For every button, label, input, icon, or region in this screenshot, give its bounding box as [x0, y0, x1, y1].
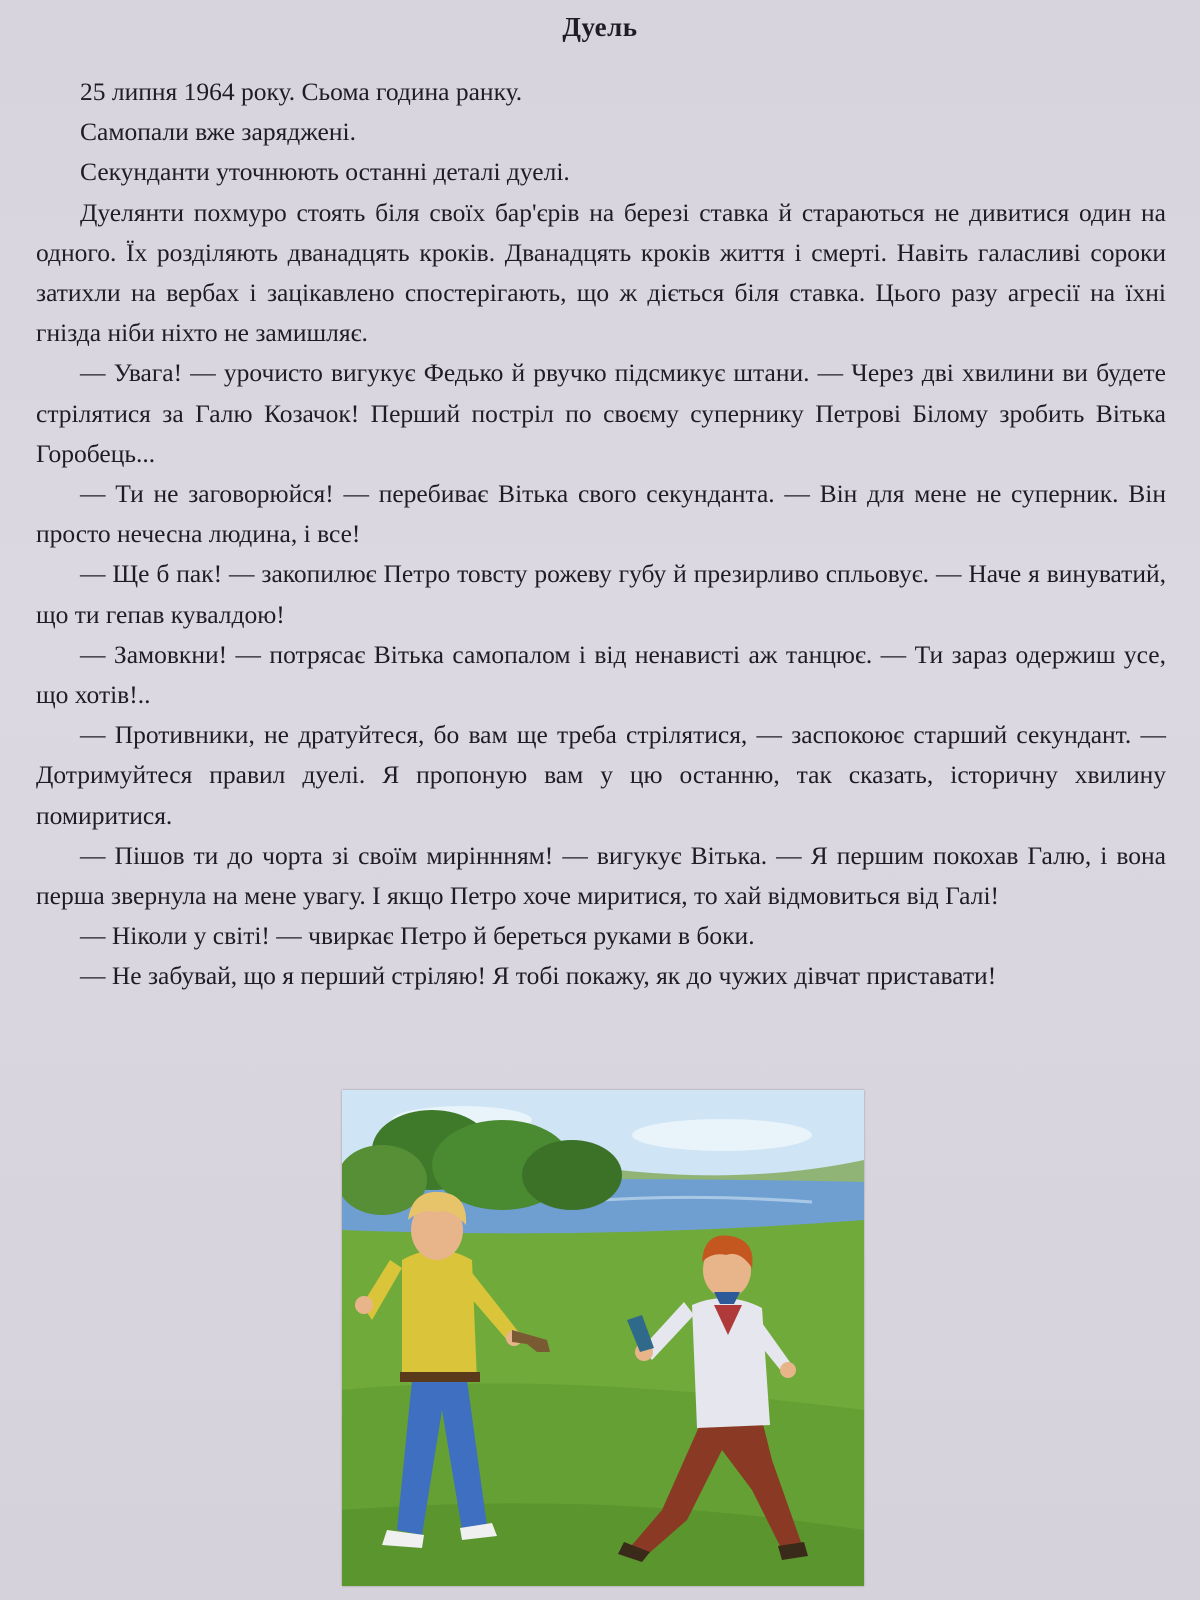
paragraph: — Не забувай, що я перший стріляю! Я тобі покажу, як до чужих дівчат приставати! [80, 961, 997, 991]
paragraph: Самопали вже заряджені. [80, 117, 356, 147]
paragraph: — Замовкни! — потрясає Вітька самопалом і від ненависті аж танцює. — Ти зараз одержиш усе, що хотів!.. [36, 639, 1166, 710]
duel-illustration [342, 1090, 864, 1586]
page-title: Дуель [562, 12, 638, 42]
story-text [36, 72, 1166, 997]
paragraph: — Пішов ти до чорта зі своїм миріннням! — вигукує Вітька. — Я першим покохав Галю, і вона перша звернула на мене увагу. І якщо Петро хоче миритися, то хай відмовиться від Галі! [36, 840, 1166, 911]
paragraph: — Противники, не дратуйтеся, бо вам ще треба стрілятися, — заспокоює старший секундант. — Дотримуйтеся правил дуелі. Я пропоную вам у цю останню, так сказать, історичну хвилину помиритися. [36, 720, 1166, 830]
paragraph: — Увага! — урочисто вигукує Федько й рвучко підсмикує штани. — Через дві хвилини ви будете стрілятися за Галю Козачок! Перший постріл по своєму супернику Петрові Білому зробить Вітька Горобець... [36, 358, 1166, 468]
paragraph: Дуелянти похмуро стоять біля своїх бар'єрів на березі ставка й стараються не дивитися один на одного. Їх розділяють дванадцять кроків. Дванадцять кроків життя і смерті. Навіть галасливі сороки затихли на вербах і зацікавлено спостерігають, що ж діється біля ставка. Цього разу агресії на їхні гнізда ніби ніхто не замишляє. [36, 197, 1166, 348]
paragraph: — Ти не заговорюйся! — перебиває Вітька свого секунданта. — Він для мене не суперник. Він просто нечесна людина, і все! [36, 479, 1166, 549]
paragraph: 25 липня 1964 року. Сьома година ранку. [80, 77, 523, 106]
paragraph: — Ще б пак! — закопилює Петро товсту рожеву губу й презирливо спльовує. — Наче я винуватий, що ти гепав кувалдою! [36, 559, 1166, 629]
paragraph: — Ніколи у світі! — чвиркає Петро й береться руками в боки. [80, 921, 755, 951]
paragraph: Секунданти уточнюють останні деталі дуелі. [80, 157, 570, 187]
